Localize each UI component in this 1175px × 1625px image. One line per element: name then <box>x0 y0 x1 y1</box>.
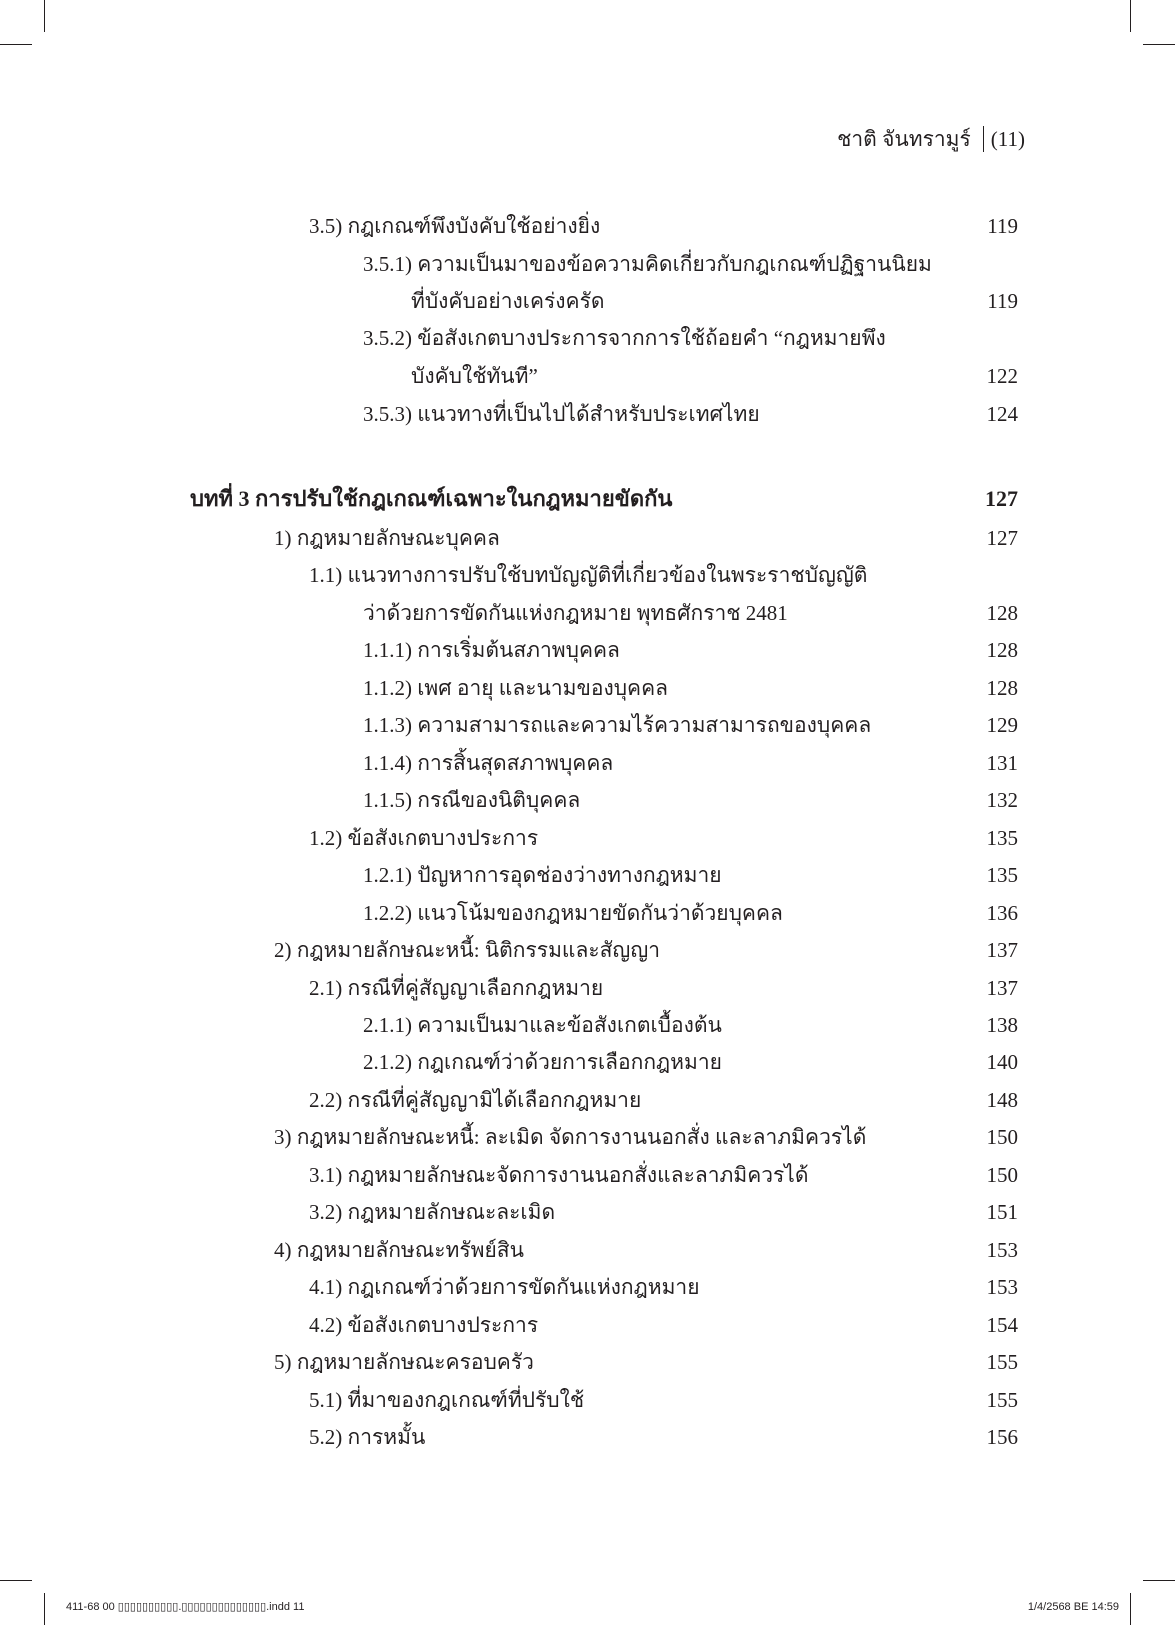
toc-entry-page: 155 <box>986 1388 1018 1412</box>
toc-entry <box>0 1194 1175 1230</box>
toc-entry-label: 1.1) แนวทางการปรับใช้บทบัญญัติที่เกี่ยวข้องในพระราชบัญญัติ <box>309 563 868 587</box>
toc-entry-page: 131 <box>986 751 1018 775</box>
toc-entry-page: 128 <box>986 676 1018 700</box>
toc-entry-page: 138 <box>986 1013 1018 1037</box>
toc-entry-page: 135 <box>986 863 1018 887</box>
toc-entry <box>0 932 1175 968</box>
toc-entry-page: 135 <box>986 826 1018 850</box>
toc-entry-page: 128 <box>986 601 1018 625</box>
toc-entry-page: 124 <box>986 402 1018 426</box>
toc-entry-page: 151 <box>986 1200 1018 1224</box>
toc-entry <box>0 246 1175 282</box>
crop-mark <box>1130 0 1131 32</box>
toc-entry-page: 140 <box>986 1050 1018 1074</box>
toc-entry-label: 3.5.2) ข้อสังเกตบางประการจากการใช้ถ้อยคำ “กฎหมายพึง <box>363 326 886 350</box>
toc-entry <box>0 820 1175 856</box>
toc-entry <box>0 1344 1175 1380</box>
toc-entry <box>0 1307 1175 1343</box>
toc-entry-page: 136 <box>986 901 1018 925</box>
toc-entry-label: 5.2) การหมั้น <box>309 1425 426 1449</box>
toc-entry-label: 2.1.2) กฎเกณฑ์ว่าด้วยการเลือกกฎหมาย <box>363 1050 722 1074</box>
toc-entry <box>0 283 1175 319</box>
crop-mark <box>1143 1580 1175 1581</box>
crop-mark <box>0 1580 32 1581</box>
header-page-number: (11) <box>990 127 1025 151</box>
toc-entry <box>0 1119 1175 1155</box>
toc-entry <box>0 1382 1175 1418</box>
toc-entry-page: 137 <box>986 938 1018 962</box>
toc-entry-label: 4.2) ข้อสังเกตบางประการ <box>309 1313 539 1337</box>
toc-entry-label: 1.1.3) ความสามารถและความไร้ความสามารถของบุคคล <box>363 713 872 737</box>
toc-entry-label: 3.5.1) ความเป็นมาของข้อความคิดเกี่ยวกับกฎเกณฑ์ปฏิฐานนิยม <box>363 252 932 276</box>
toc-entry <box>0 970 1175 1006</box>
toc-entry-page: 137 <box>986 976 1018 1000</box>
crop-mark <box>44 0 45 32</box>
toc-entry <box>0 857 1175 893</box>
toc-entry-label: 3.5) กฎเกณฑ์พึงบังคับใช้อย่างยิ่ง <box>309 214 601 238</box>
toc-entry <box>0 745 1175 781</box>
toc-entry-label: 1.2.1) ปัญหาการอุดช่องว่างทางกฎหมาย <box>363 863 722 887</box>
toc-entry-label: 4.1) กฎเกณฑ์ว่าด้วยการขัดกันแห่งกฎหมาย <box>309 1275 700 1299</box>
toc-entry-page: 132 <box>986 788 1018 812</box>
crop-mark <box>44 1593 45 1625</box>
toc-entry-page: 128 <box>986 638 1018 662</box>
toc-entry-label: 2.1.1) ความเป็นมาและข้อสังเกตเบื้องต้น <box>363 1013 722 1037</box>
toc-entry <box>0 1007 1175 1043</box>
toc-entry <box>0 1082 1175 1118</box>
toc-entry <box>0 1419 1175 1455</box>
toc-entry-page: 153 <box>986 1275 1018 1299</box>
toc-entry <box>0 1044 1175 1080</box>
toc-entry <box>0 557 1175 593</box>
toc-entry-label: 1.1.4) การสิ้นสุดสภาพบุคคล <box>363 751 614 775</box>
toc-entry-label: 1.1.5) กรณีของนิติบุคคล <box>363 788 581 812</box>
toc-entry-label: 1.1.1) การเริ่มต้นสภาพบุคคล <box>363 638 620 662</box>
toc-entry-label: 1.1.2) เพศ อายุ และนามของบุคคล <box>363 676 668 700</box>
toc-entry-label: บทที่ 3 การปรับใช้กฎเกณฑ์เฉพาะในกฎหมายขัดกัน <box>190 486 673 511</box>
toc-entry-label: 5) กฎหมายลักษณะครอบครัว <box>274 1350 534 1374</box>
toc-entry-page: 150 <box>986 1163 1018 1187</box>
toc-entry-page: 150 <box>986 1125 1018 1149</box>
toc-entry-page: 129 <box>986 713 1018 737</box>
toc-entry-page: 122 <box>986 364 1018 388</box>
toc-entry <box>0 782 1175 818</box>
toc-entry <box>0 396 1175 432</box>
crop-mark <box>1143 44 1175 45</box>
toc-entry-page: 153 <box>986 1238 1018 1262</box>
toc-entry <box>0 358 1175 394</box>
toc-entry-label: 3.2) กฎหมายลักษณะละเมิด <box>309 1200 556 1224</box>
toc-entry <box>0 1269 1175 1305</box>
toc-entry-label: 1.2) ข้อสังเกตบางประการ <box>309 826 539 850</box>
toc-entry-page: 155 <box>986 1350 1018 1374</box>
toc-entry <box>0 707 1175 743</box>
slug-filename: 411-68 00 ▯▯▯▯▯▯▯▯▯▯.▯▯▯▯▯▯▯▯▯▯▯▯▯▯.indd 11 <box>66 1601 305 1613</box>
toc-entry-label: 4) กฎหมายลักษณะทรัพย์สิน <box>274 1238 524 1262</box>
toc-entry-label: 2.2) กรณีที่คู่สัญญามิได้เลือกกฎหมาย <box>309 1088 642 1112</box>
toc-entry-label: 2.1) กรณีที่คู่สัญญาเลือกกฎหมาย <box>309 976 604 1000</box>
toc-entry-label: ที่บังคับอย่างเคร่งครัด <box>411 289 605 313</box>
toc-entry <box>0 670 1175 706</box>
toc-entry-label: 2) กฎหมายลักษณะหนี้: นิติกรรมและสัญญา <box>274 938 660 962</box>
toc-entry-label: 1.2.2) แนวโน้มของกฎหมายขัดกันว่าด้วยบุคคล <box>363 901 783 925</box>
crop-mark <box>1130 1593 1131 1625</box>
toc-entry <box>0 632 1175 668</box>
toc-entry <box>0 895 1175 931</box>
toc-entry-page: 156 <box>986 1425 1018 1449</box>
running-header <box>837 124 1025 154</box>
toc-entry <box>0 520 1175 556</box>
toc-entry-page: 154 <box>986 1313 1018 1337</box>
toc-entry <box>0 1157 1175 1193</box>
toc-entry <box>0 208 1175 244</box>
toc-entry <box>0 320 1175 356</box>
header-separator <box>983 126 984 152</box>
toc-entry-page: 127 <box>985 486 1018 511</box>
toc-entry-page: 119 <box>987 289 1018 313</box>
toc-entry-page: 148 <box>986 1088 1018 1112</box>
toc-chapter-heading <box>0 481 1175 517</box>
toc-entry-label: 1) กฎหมายลักษณะบุคคล <box>274 526 500 550</box>
toc-entry-label: 3.5.3) แนวทางที่เป็นไปได้สำหรับประเทศไทย <box>363 402 760 426</box>
toc-entry <box>0 595 1175 631</box>
toc-entry-page: 119 <box>987 214 1018 238</box>
toc-entry-label: 3.1) กฎหมายลักษณะจัดการงานนอกสั่งและลาภมิควรได้ <box>309 1163 809 1187</box>
toc-entry-label: บังคับใช้ทันที” <box>411 364 538 388</box>
toc-entry-label: ว่าด้วยการขัดกันแห่งกฎหมาย พุทธศักราช 2481 <box>363 601 788 625</box>
crop-mark <box>0 44 32 45</box>
header-author: ชาติ จันทรามูร์ <box>837 127 971 151</box>
toc-entry-page: 127 <box>986 526 1018 550</box>
slug-datetime: 1/4/2568 BE 14:59 <box>1027 1601 1119 1613</box>
toc-entry-label: 3) กฎหมายลักษณะหนี้: ละเมิด จัดการงานนอกสั่ง และลาภมิควรได้ <box>274 1125 867 1149</box>
toc-entry <box>0 1232 1175 1268</box>
toc-entry-label: 5.1) ที่มาของกฎเกณฑ์ที่ปรับใช้ <box>309 1388 585 1412</box>
